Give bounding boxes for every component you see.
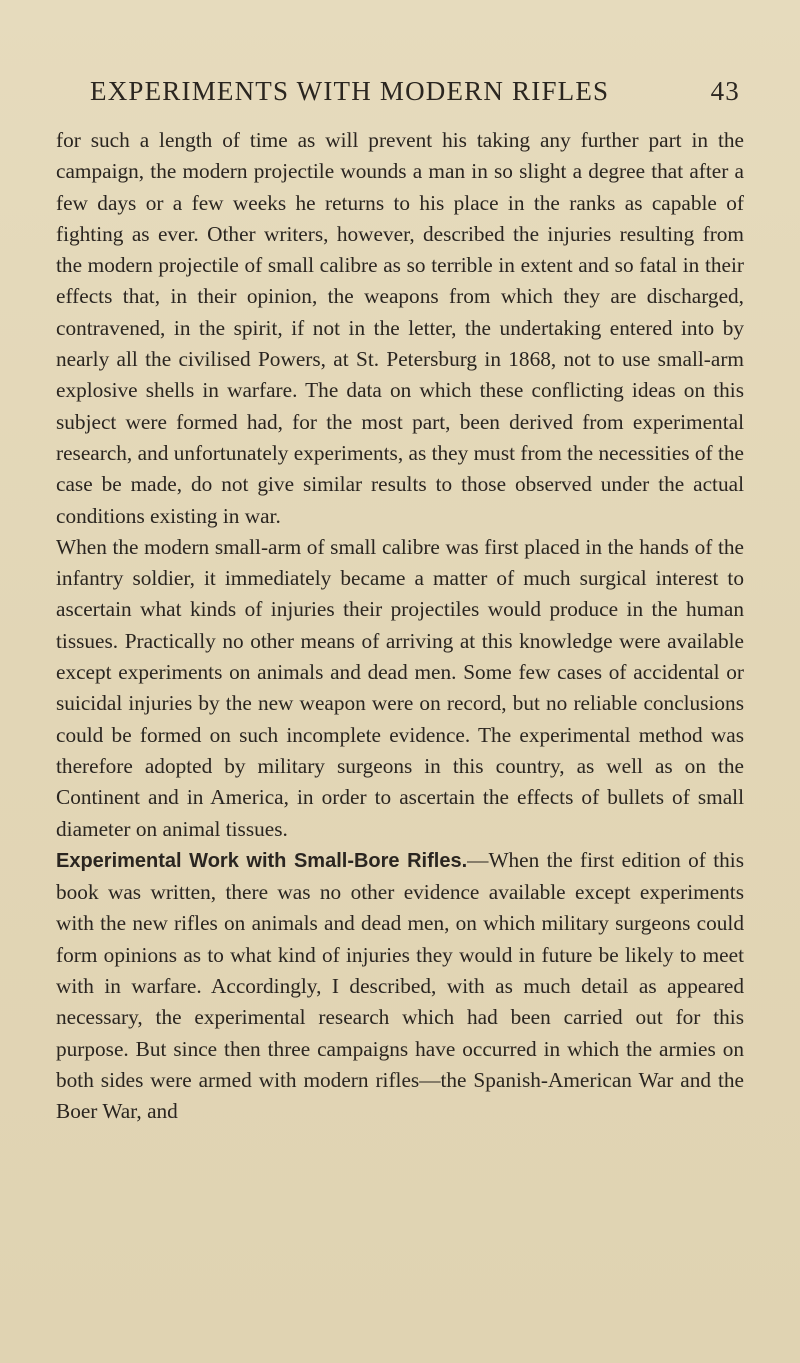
running-title: EXPERIMENTS WITH MODERN RIFLES [90,76,610,106]
section-heading: Experimental Work with Small-Bore Rifles. [56,849,468,872]
page-number: 43 [710,76,740,106]
paragraph-1: for such a length of time as will prevent his taking any further part in the campaign, the modern projectile wounds a man in so slight a degree that after a few days or a few weeks he returns to his place in the ranks as capable of fighting as ever. Other writers, however, described the injuries resulting from the modern projectile of small calibre as so terrible in extent and so fatal in their effects that, in their opinion, the weapons from which they are discharged, contravened, in the spirit, if not in the letter, the undertaking entered into by nearly all the civilised Powers, at St. Petersburg in 1868, not to use small-arm explosive shells in warfare. The data on which these conflicting ideas on this subject were formed had, for the most part, been derived from experimental research, and unfortunately experiments, as they must from the necessities of the case be made, do not give similar results to those observed under the actual conditions existing in war. [56,128,744,528]
body-text [56,125,744,1128]
paragraph-3 [56,845,744,1128]
paragraph-3-text: —When the first edition of this book was written, there was no other evidence available except experiments with the new rifles on animals and dead men, on which military surgeons could form opinions as to what kind of injuries they would in future be likely to meet with in warfare. Accordingly, I described, with as much detail as appeared necessary, the experimental research which had been carried out for this purpose. But since then three campaigns have occurred in which the armies on both sides were armed with modern rifles—the Spanish-American War and the Boer War, and [56,847,744,1124]
paragraph-2: When the modern small-arm of small calibre was first placed in the hands of the infantry soldier, it immediately became a matter of much surgical interest to ascertain what kinds of injuries their projectiles would produce in the human tissues. Practically no other means of arriving at this knowledge were available except experiments on animals and dead men. Some few cases of accidental or suicidal injuries by the new weapon were on record, but no reliable conclusions could be formed on such incomplete evidence. The experimental method was therefore adopted by military surgeons in this country, as well as on the Continent and in America, in order to ascertain the effects of bullets of small diameter on animal tissues. [56,534,744,841]
running-header [90,76,770,107]
